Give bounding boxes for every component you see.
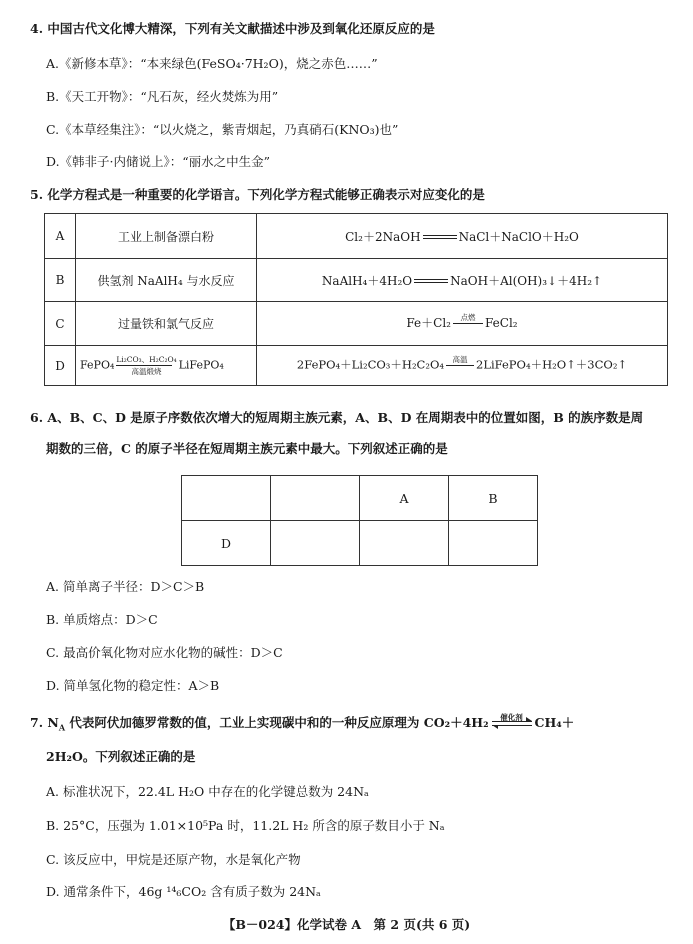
- periodic-table-fragment: [181, 475, 538, 566]
- q7-stem-line2: 2H₂O。下列叙述正确的是: [46, 749, 196, 764]
- q7-option-d: D. 通常条件下，46g ¹⁴₆CO₂ 含有质子数为 24Nₐ: [46, 884, 321, 899]
- equation-right: NaOH＋Al(OH)₃↓＋4H₂↑: [450, 273, 603, 288]
- row-equation: [257, 346, 668, 386]
- subscript: A: [58, 722, 66, 733]
- q6-stem-line2: 期数的三倍，C 的原子半径在短周期主族元素中最大。下列叙述正确的是: [46, 441, 448, 456]
- equals-sign: [423, 235, 457, 239]
- equation-left: Fe＋Cl₂: [406, 316, 451, 330]
- row-label: C: [45, 302, 76, 346]
- grid-cell: A: [360, 476, 449, 521]
- row-equation: [257, 214, 668, 259]
- grid-cell: [271, 476, 360, 521]
- page-footer: 【B－024】化学试卷 A 第 2 页(共 6 页): [222, 917, 471, 932]
- q4-option-b: B.《天工开物》：“凡石灰，经火焚炼为用”: [46, 89, 279, 104]
- q5-table: [44, 213, 668, 386]
- condition-top: Li₂CO₃、H₂C₂O₄: [116, 355, 177, 364]
- q5-stem: 5. 化学方程式是一种重要的化学语言。下列化学方程式能够正确表示对应变化的是: [30, 187, 485, 202]
- desc-right: LiFePO₄: [178, 358, 224, 372]
- q4-option-c: C.《本草经集注》：“以火烧之，紫青烟起，乃真硝石(KNO₃)也”: [46, 122, 399, 137]
- desc-left: FePO₄: [80, 358, 115, 372]
- equation-left: Cl₂＋2NaOH: [345, 229, 421, 244]
- stem-part: 7. N: [30, 715, 59, 730]
- table-row: [45, 346, 668, 386]
- row-description: 过量铁和氯气反应: [76, 302, 257, 346]
- q6-stem-line1: 6. A、B、C、D 是原子序数依次增大的短周期主族元素，A、B、D 在周期表中的位置如图，B 的族序数是周: [30, 410, 644, 425]
- q6-option-d: D. 简单氢化物的稳定性：A＞B: [46, 678, 220, 693]
- q7-option-a: A. 标准状况下，22.4L H₂O 中存在的化学键总数为 24Nₐ: [46, 784, 369, 799]
- grid-cell: [360, 521, 449, 566]
- grid-cell: [449, 521, 538, 566]
- equation-right: FeCl₂: [485, 316, 518, 330]
- q6-option-c: C. 最高价氧化物对应水化物的碱性：D＞C: [46, 645, 283, 660]
- row-description: 工业上制备漂白粉: [76, 214, 257, 259]
- row-label: B: [45, 259, 76, 302]
- equation-right: 2LiFePO₄＋H₂O↑＋3CO₂↑: [476, 357, 628, 372]
- reversible-arrow-icon: [492, 712, 532, 731]
- grid-cell: D: [182, 521, 271, 566]
- row-label: A: [45, 214, 76, 259]
- q4-stem: 4. 中国古代文化博大精深，下列有关文献描述中涉及到氧化还原反应的是: [30, 21, 435, 36]
- reaction-condition: [116, 355, 176, 376]
- table-row: [182, 476, 538, 521]
- reaction-condition: [446, 355, 474, 376]
- stem-part: 代表阿伏加德罗常数的值，工业上实现碳中和的一种反应原理为 CO₂＋4H₂: [65, 715, 489, 730]
- row-description: [76, 346, 257, 386]
- stem-part: CH₄＋: [534, 715, 575, 730]
- condition-label: 点燃: [460, 313, 476, 322]
- reaction-condition: [453, 313, 483, 334]
- condition-label: 催化剂: [500, 712, 523, 722]
- grid-cell: B: [449, 476, 538, 521]
- table-row: [45, 259, 668, 302]
- equals-sign: [414, 279, 448, 283]
- table-row: [45, 214, 668, 259]
- condition-bottom: 高温煅烧: [131, 367, 162, 376]
- q6-option-b: B. 单质熔点：D＞C: [46, 612, 158, 627]
- row-label: D: [45, 346, 76, 386]
- condition-label: 高温: [452, 355, 468, 364]
- grid-cell: [271, 521, 360, 566]
- row-equation: [257, 302, 668, 346]
- grid-cell: [182, 476, 271, 521]
- q4-option-d: D.《韩非子·内储说上》：“丽水之中生金”: [46, 154, 271, 169]
- row-description: 供氢剂 NaAlH₄ 与水反应: [76, 259, 257, 302]
- equation-right: NaCl＋NaClO＋H₂O: [458, 229, 579, 244]
- q4-option-a: A.《新修本草》：“本来绿色(FeSO₄·7H₂O)，烧之赤色……”: [46, 56, 378, 71]
- table-row: [45, 302, 668, 346]
- q7-option-c: C. 该反应中，甲烷是还原产物，水是氧化产物: [46, 852, 301, 867]
- equation-left: NaAlH₄＋4H₂O: [321, 273, 413, 288]
- table-row: [182, 521, 538, 566]
- q6-option-a: A. 简单离子半径：D＞C＞B: [46, 579, 205, 594]
- q7-option-b: B. 25°C，压强为 1.01×10⁵Pa 时，11.2L H₂ 所含的原子数目小于 Nₐ: [46, 818, 445, 833]
- q7-stem-line1: [30, 714, 574, 732]
- equation-left: 2FePO₄＋Li₂CO₃＋H₂C₂O₄: [296, 357, 445, 372]
- row-equation: [257, 259, 668, 302]
